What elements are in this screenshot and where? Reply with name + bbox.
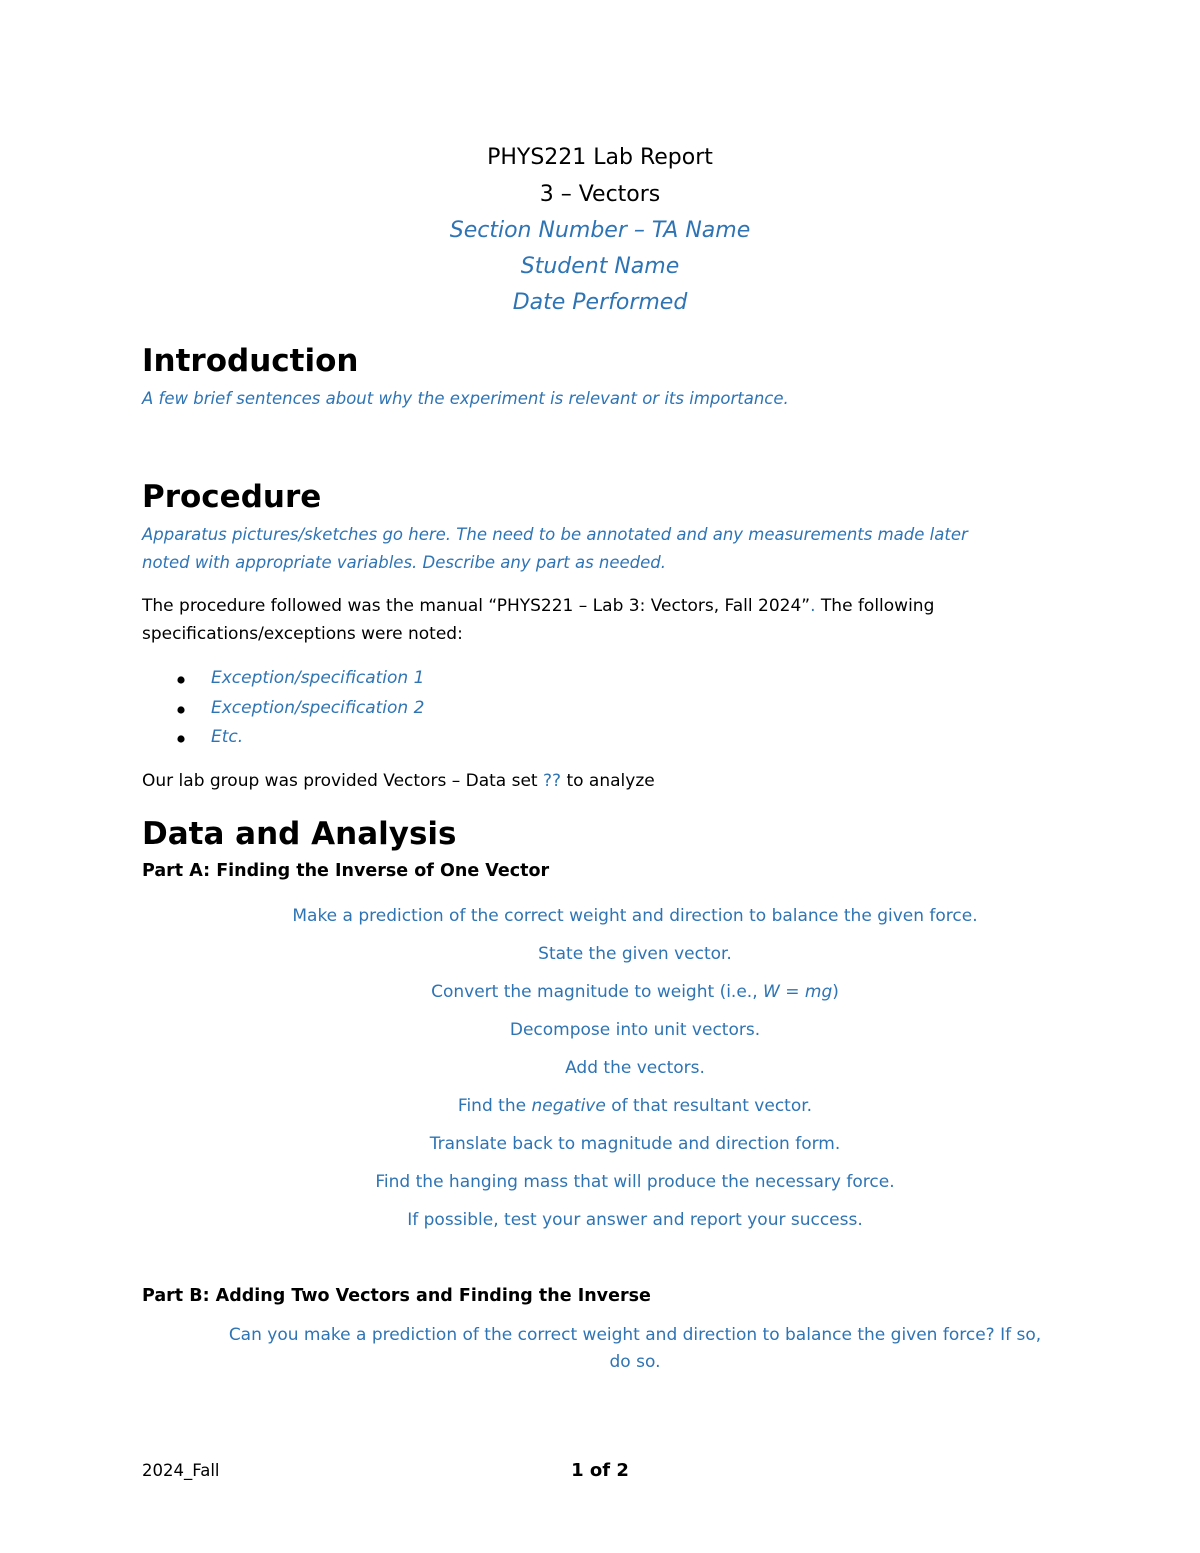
part-a-step — [90, 1096, 1180, 1116]
part-a-step: Make a prediction of the correct weight and direction to balance the given force. — [292, 906, 978, 926]
part-b-prompt-line1: Can you make a prediction of the correct weight and direction to balance the given force? If so, — [228, 1325, 1042, 1345]
procedure-period: . — [810, 596, 816, 616]
part-b-heading: Part B: Adding Two Vectors and Finding the Inverse — [142, 1286, 651, 1306]
resultant-text: of that resultant vector. — [605, 1096, 813, 1116]
part-a-step: Decompose into unit vectors. — [509, 1020, 761, 1040]
part-a-step: State the given vector. — [538, 944, 732, 964]
student-name-placeholder: Student Name — [520, 254, 680, 279]
dataset-number-placeholder: ?? — [543, 771, 562, 791]
exception-item: Etc. — [211, 727, 244, 747]
part-a-step: Translate back to magnitude and direction form. — [429, 1134, 841, 1154]
exception-item: Exception/specification 1 — [211, 668, 425, 688]
section-ta-placeholder: Section Number – TA Name — [449, 218, 751, 243]
course-title: PHYS221 Lab Report — [487, 145, 713, 170]
part-a-step — [90, 982, 1180, 1002]
part-b-prompt-line2: do so. — [609, 1352, 661, 1372]
equals-sign: = — [779, 982, 805, 1002]
introduction-placeholder: A few brief sentences about why the experiment is relevant or its importance. — [142, 389, 789, 408]
exception-item: Exception/specification 2 — [211, 698, 425, 718]
introduction-heading: Introduction — [142, 343, 359, 379]
procedure-manual-text: The procedure followed was the manual “PHYS221 – Lab 3: Vectors, Fall 2024” — [142, 596, 811, 616]
dataset-line — [142, 771, 655, 791]
data-analysis-heading: Data and Analysis — [142, 816, 457, 852]
procedure-following-text: The following — [815, 596, 935, 616]
procedure-heading: Procedure — [142, 479, 322, 515]
convert-text: Convert the magnitude to weight (i.e., — [431, 982, 764, 1002]
apparatus-placeholder-line1: Apparatus pictures/sketches go here. The need to be annotated and any measurements made later — [142, 525, 968, 544]
apparatus-placeholder-line2: noted with appropriate variables. Describe any part as needed. — [142, 553, 667, 572]
part-a-heading: Part A: Finding the Inverse of One Vector — [142, 861, 550, 881]
dataset-suffix: to analyze — [561, 771, 655, 791]
procedure-text-line2: specifications/exceptions were noted: — [142, 624, 463, 644]
dataset-text: Our lab group was provided Vectors – Data set — [142, 771, 543, 791]
bullet-icon — [176, 675, 186, 685]
negative-word: negative — [531, 1096, 606, 1116]
find-text: Find the — [457, 1096, 532, 1116]
page-number: 1 of 2 — [571, 1460, 629, 1481]
procedure-text-line1 — [142, 596, 934, 616]
part-a-step: If possible, test your answer and report your success. — [407, 1210, 863, 1230]
close-paren: ) — [832, 982, 839, 1002]
part-a-step: Add the vectors. — [565, 1058, 705, 1078]
lab-title: 3 – Vectors — [539, 182, 661, 207]
date-performed-placeholder: Date Performed — [512, 290, 688, 315]
footer-term: 2024_Fall — [142, 1461, 220, 1480]
weight-symbol: W — [763, 982, 780, 1002]
bullet-icon — [176, 705, 186, 715]
mg-symbol: mg — [804, 982, 833, 1002]
part-a-step: Find the hanging mass that will produce the necessary force. — [375, 1172, 895, 1192]
bullet-icon — [176, 734, 186, 744]
